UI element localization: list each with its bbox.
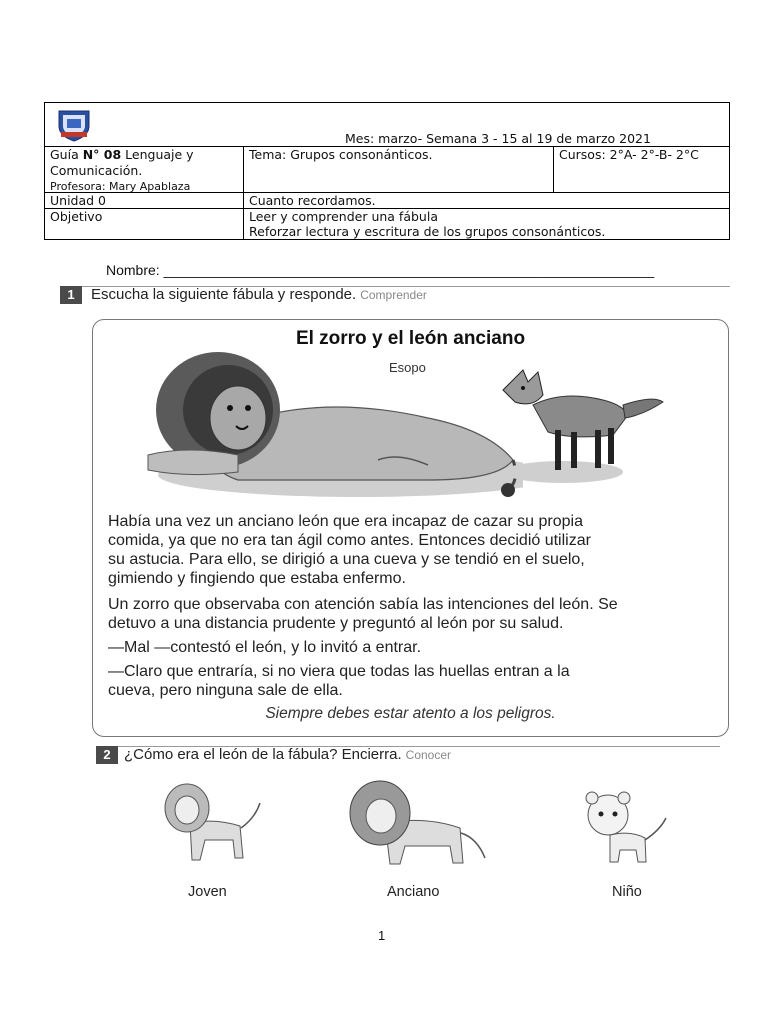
option-label-nino: Niño (612, 884, 642, 900)
topic: Tema: Grupos consonánticos. (249, 147, 433, 162)
option-anciano[interactable] (345, 778, 495, 908)
header-table (44, 102, 730, 240)
cub-lion-icon (580, 790, 675, 870)
fox-illustration (493, 360, 668, 485)
objective-1: Leer y comprender una fábula (249, 209, 438, 224)
fable-paragraph-4: —Claro que entraría, si no viera que todas las huellas entran a la cueva, pero ninguna sale de ella. (108, 663, 570, 699)
fable-moral: Siempre debes estar atento a los peligros. (265, 705, 556, 722)
fable-box (92, 319, 729, 737)
option-joven[interactable] (155, 778, 275, 908)
lion-illustration (128, 340, 523, 500)
option-nino[interactable] (580, 790, 680, 908)
name-label: Nombre: (106, 262, 160, 278)
fable-title: El zorro y el león anciano (295, 328, 526, 349)
section-1-tag: Comprender (360, 288, 427, 302)
name-blank[interactable]: _______________________________________________________________ (163, 262, 655, 278)
option-label-anciano: Anciano (387, 884, 440, 900)
objective-label: Objetivo (50, 209, 103, 224)
option-label-joven: Joven (188, 884, 227, 900)
young-lion-icon (155, 778, 270, 873)
section-1-instruction: Escucha la siguiente fábula y responde. Comprender (91, 286, 427, 303)
guide-subject: Comunicación. (50, 163, 143, 178)
school-crest-icon (55, 108, 93, 142)
month-week-line: Mes: marzo- Semana 3 - 15 al 19 de marzo 2021 (345, 131, 651, 146)
guide-number: N° 08 (82, 147, 122, 162)
unit-label: Unidad 0 (50, 193, 106, 208)
fable-paragraph-1: Había una vez un anciano león que era incapaz de cazar su propia comida, ya que no era tan ágil como antes. Entonces decidió utilizar su astucia. Para ello, se dirigió a una cueva y se tendió en el suelo, gimiendo y fingiendo que estaba enfermo. (108, 513, 591, 587)
section-1-number: 1 (60, 286, 82, 304)
fable-paragraph-3: —Mal —contestó el león, y lo invitó a entrar. (108, 639, 422, 656)
section-2-instruction: ¿Cómo era el león de la fábula? Encierra. Conocer (124, 746, 452, 763)
courses: Cursos: 2°A- 2°-B- 2°C (559, 147, 699, 162)
objective-2: Reforzar lectura y escritura de los grupos consonánticos. (249, 224, 606, 239)
section-2-tag: Conocer (405, 748, 452, 762)
name-field[interactable] (106, 262, 654, 278)
page-number: 1 (378, 928, 386, 943)
fable-paragraph-2: Un zorro que observaba con atención sabía las intenciones del león. Se detuvo a una distancia prudente y preguntó al león por su salud. (108, 596, 618, 632)
old-lion-icon (345, 778, 490, 873)
guide-line: Guía N° 08 Lenguaje y (50, 147, 194, 162)
section-2-number: 2 (96, 746, 118, 764)
teacher-name: Profesora: Mary Apablaza (50, 180, 191, 193)
unit-value: Cuanto recordamos. (249, 193, 376, 208)
fable-author: Esopo (389, 360, 426, 375)
